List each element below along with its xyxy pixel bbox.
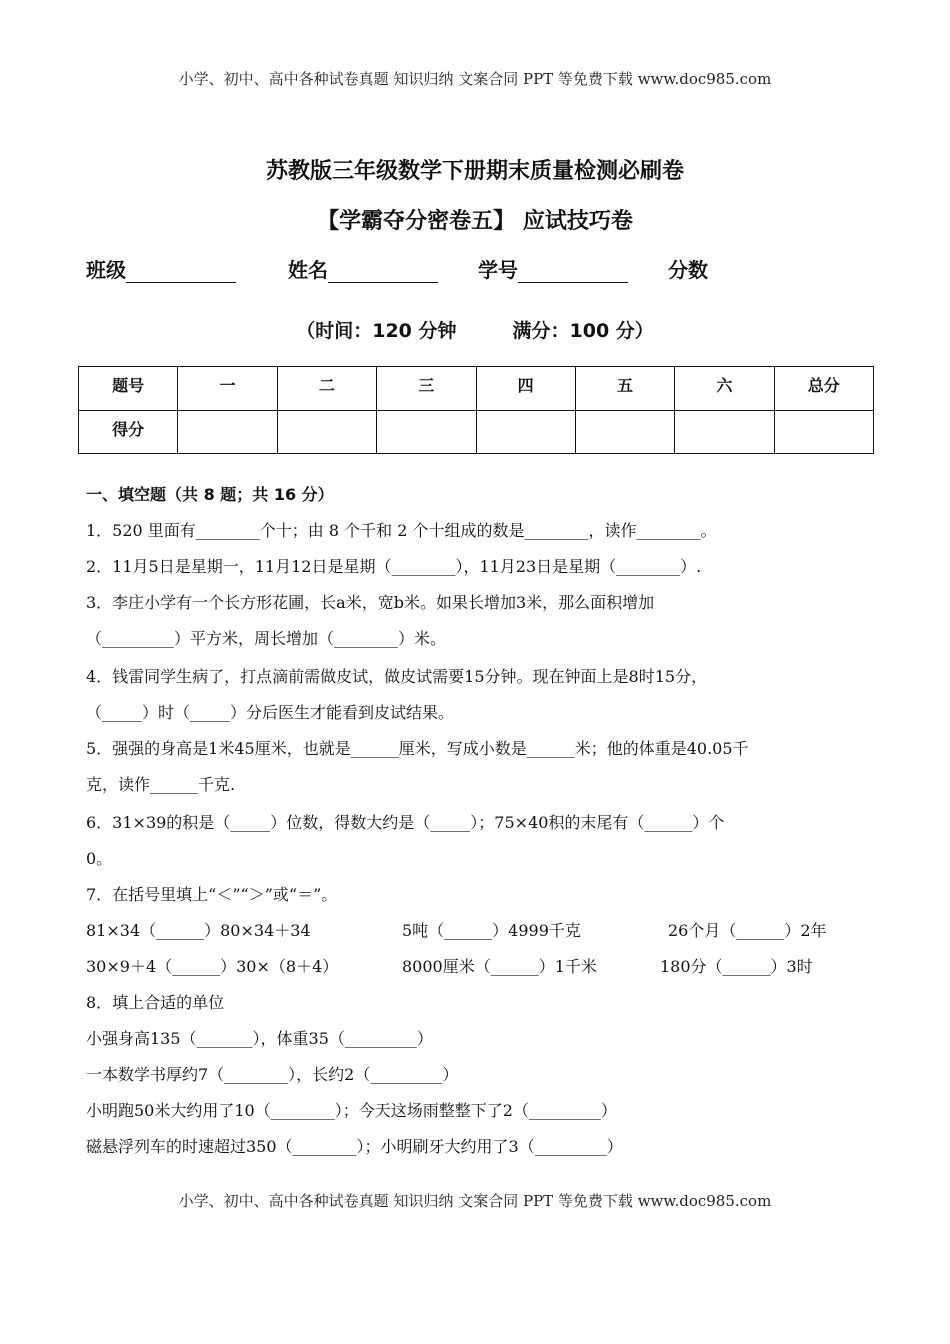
table-header-cell: 总分 bbox=[774, 367, 873, 411]
q7-item: 8000厘米（______）1千米 bbox=[402, 957, 597, 976]
table-header-cell: 二 bbox=[277, 367, 376, 411]
table-header-cell: 三 bbox=[377, 367, 476, 411]
table-header-cell: 一 bbox=[178, 367, 277, 411]
table-header-cell: 五 bbox=[575, 367, 674, 411]
q7-item: 30×9＋4（______）30×（8＋4） bbox=[86, 957, 339, 976]
score-table-score-row bbox=[79, 410, 874, 454]
class-label: 班级 bbox=[86, 258, 126, 282]
question-2: 2．11月5日是星期一，11月12日是星期（________），11月23日是星期（________）. bbox=[86, 557, 702, 576]
score-table bbox=[78, 366, 874, 454]
question-6: 6．31×39的积是（_____）位数，得数大约是（_____）；75×40积的末尾有（______）个 bbox=[86, 813, 725, 832]
q8-line: 磁悬浮列车的时速超过350（________）；小明刷牙大约用了3（_________） bbox=[86, 1137, 623, 1156]
page-header: 小学、初中、高中各种试卷真题 知识归纳 文案合同 PPT 等免费下载 www.doc985.com bbox=[178, 70, 772, 88]
score-cell[interactable] bbox=[575, 410, 674, 454]
score-cell[interactable] bbox=[774, 410, 873, 454]
student-info-row bbox=[86, 254, 886, 284]
question-4-cont: （_____）时（_____）分后医生才能看到皮试结果。 bbox=[86, 703, 455, 722]
score-label: 分数 bbox=[668, 258, 708, 282]
name-field bbox=[288, 254, 438, 283]
score-row-label: 得分 bbox=[79, 410, 178, 454]
name-blank[interactable] bbox=[328, 260, 438, 283]
number-label: 学号 bbox=[478, 258, 518, 282]
table-header-cell: 题号 bbox=[79, 367, 178, 411]
page-footer: 小学、初中、高中各种试卷真题 知识归纳 文案合同 PPT 等免费下载 www.doc985.com bbox=[178, 1192, 772, 1210]
q7-item: 26个月（______）2年 bbox=[668, 921, 827, 940]
question-3: 3．李庄小学有一个长方形花圃，长a米，宽b米。如果长增加3米，那么面积增加 bbox=[86, 593, 655, 612]
q7-item: 5吨（______）4999千克 bbox=[402, 921, 581, 940]
score-field bbox=[668, 254, 708, 283]
number-blank[interactable] bbox=[518, 260, 628, 283]
score-cell[interactable] bbox=[277, 410, 376, 454]
section-1-title: 一、填空题（共 8 题；共 16 分） bbox=[86, 485, 334, 504]
score-cell[interactable] bbox=[178, 410, 277, 454]
exam-title: 苏教版三年级数学下册期末质量检测必刷卷 bbox=[265, 159, 684, 184]
time-score-line bbox=[0, 316, 950, 343]
score-cell[interactable] bbox=[675, 410, 774, 454]
q8-line: 小强身高135（_______），体重35（_________） bbox=[86, 1029, 433, 1048]
question-7: 7．在括号里填上“＜”“＞”或“＝”。 bbox=[86, 885, 338, 904]
table-header-cell: 四 bbox=[476, 367, 575, 411]
question-3-cont: （_________）平方米，周长增加（________）米。 bbox=[86, 629, 447, 648]
score-cell[interactable] bbox=[377, 410, 476, 454]
q8-line: 一本数学书厚约7（________），长约2（_________） bbox=[86, 1065, 459, 1084]
full-score: 满分：100 分） bbox=[512, 320, 654, 342]
class-blank[interactable] bbox=[126, 260, 236, 283]
q7-item: 180分（______）3时 bbox=[660, 957, 813, 976]
question-5-cont: 克，读作______千克. bbox=[86, 775, 236, 794]
name-label: 姓名 bbox=[288, 258, 328, 282]
exam-subtitle: 【学霸夺分密卷五】 应试技巧卷 bbox=[317, 209, 633, 234]
question-5: 5．强强的身高是1米45厘米，也就是______厘米，写成小数是______米；他的体重是40.05千 bbox=[86, 739, 749, 758]
score-cell[interactable] bbox=[476, 410, 575, 454]
question-8: 8．填上合适的单位 bbox=[86, 993, 225, 1012]
score-table-header-row bbox=[79, 367, 874, 411]
question-6-cont: 0。 bbox=[86, 849, 113, 868]
class-field bbox=[86, 254, 236, 283]
table-header-cell: 六 bbox=[675, 367, 774, 411]
time-limit: （时间：120 分钟 bbox=[296, 320, 457, 342]
q8-line: 小明跑50米大约用了10（________）；今天这场雨整整下了2（_________） bbox=[86, 1101, 617, 1120]
number-field bbox=[478, 254, 628, 283]
q7-item: 81×34（______）80×34＋34 bbox=[86, 921, 311, 940]
question-1: 1．520 里面有________个十；由 8 个千和 2 个十组成的数是________，读作________。 bbox=[86, 521, 717, 540]
question-4: 4．钱雷同学生病了，打点滴前需做皮试，做皮试需要15分钟。现在钟面上是8时15分， bbox=[86, 667, 708, 686]
